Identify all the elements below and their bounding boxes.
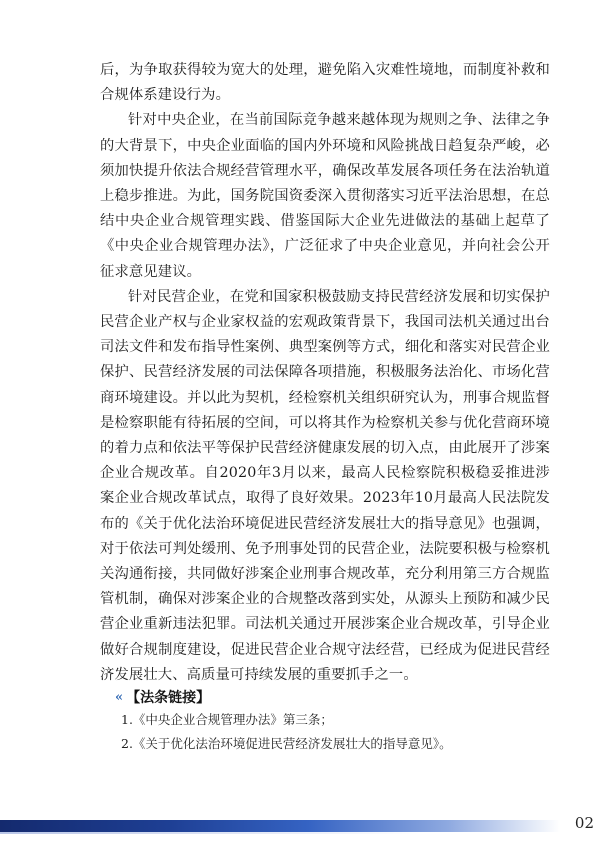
footer-decorative-line	[0, 832, 420, 834]
page-number: 02	[574, 814, 594, 832]
body-text	[100, 58, 550, 688]
law-links-header	[115, 686, 555, 708]
footer-decorative-bar	[0, 820, 560, 832]
law-links-box	[115, 686, 555, 756]
double-chevron-left-icon: «	[115, 689, 123, 705]
paragraph-continuation: 后，为争取获得较为宽大的处理，避免陷入灾难性境地，而制度补救和合规体系建设行为。	[100, 62, 550, 104]
law-link-item: 1.《中央企业合规管理办法》第三条；	[121, 712, 333, 727]
paragraph-private-enterprises: 针对民营企业，在党和国家积极鼓励支持民营经济发展和切实保护民营企业产权与企业家权益的宏观政策背景下，我国司法机关通过出台司法文件和发布指导性案例、典型案例等方式，细化和落实对民营企业保护、民营经济发展的司法保障各项措施，积极服务法治化、市场化营商环境建设。并以此为契机，经检察机关组织研究认为，刑事合规监督是检察职能有待拓展的空间，可以将其作为检察机关参与优化营商环境的着力点和依法平等保护民营经济健康发展的切入点，由此展开了涉案企业合规改革。自2020年3月以来，最高人民检察院积极稳妥推进涉案企业合规改革试点，取得了良好效果。2023年10月最高人民法院发布的《关于优化法治环境促进民营经济发展壮大的指导意见》也强调，对于依法可判处缓刑、免予刑事处罚的民营企业，法院要积极与检察机关沟通衔接，共同做好涉案企业刑事合规改革，充分利用第三方合规监管机制，确保对涉案企业的合规整改落到实处，从源头上预防和减少民营企业重新违法犯罪。司法机关通过开展涉案企业合规改革，引导企业做好合规制度建设，促进民营企业合规守法经营，已经成为促进民营经济发展壮大、高质量可持续发展的重要抓手之一。	[100, 288, 550, 683]
law-links-title: 【法条链接】	[126, 690, 211, 706]
paragraph-central-enterprises: 针对中央企业，在当前国际竞争越来越体现为规则之争、法律之争的大背景下，中央企业面临的国内外环境和风险挑战日趋复杂严峻，必须加快提升依法合规经营管理水平，确保改革发展各项任务在法治轨道上稳步推进。为此，国务院国资委深入贯彻落实习近平法治思想，在总结中央企业合规管理实践、借鉴国际大企业先进做法的基础上起草了《中央企业合规管理办法》，广泛征求了中央企业意见，并向社会公开征求意见建议。	[100, 112, 550, 280]
law-link-item: 2.《关于优化法治环境促进民营经济发展壮大的指导意见》。	[121, 736, 452, 751]
